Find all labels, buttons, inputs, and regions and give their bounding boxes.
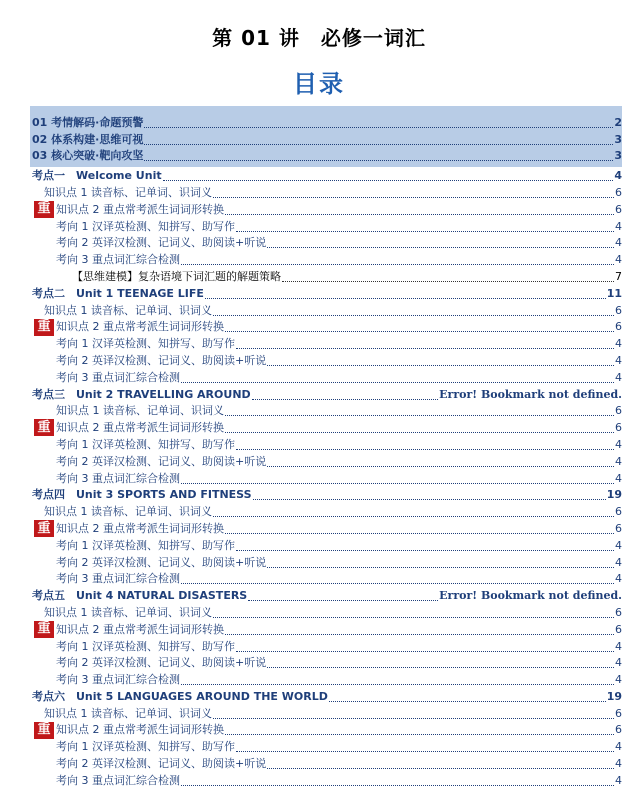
toc-entry-text: 考向 1 汉译英检测、知拼写、助写作 [56,337,235,351]
toc-page-number: 4 [615,370,622,384]
toc-page-number: 6 [615,605,622,619]
toc-entry-text: 考点六 Unit 5 LANGUAGES AROUND THE WORLD [32,689,328,703]
toc-key-knowledge-point[interactable] [30,520,622,537]
dot-leader [236,217,614,232]
toc-key-knowledge-point[interactable] [30,319,622,336]
dot-leader [267,553,614,568]
dot-leader [267,233,614,248]
dot-leader [236,435,614,450]
toc-entry-text: 考点五 Unit 4 NATURAL DISASTERS [32,589,248,603]
dot-leader [181,368,614,383]
dot-leader [144,113,613,128]
toc-header-entry[interactable] [30,131,622,148]
toc-knowledge-point[interactable] [30,403,622,420]
toc-direction[interactable] [30,638,622,655]
toc-entry-text: 知识点 2 重点常考派生词词形转换 [56,320,224,334]
dot-leader [213,603,614,618]
toc-entry-text: 考向 3 重点词汇综合检测 [56,673,180,687]
toc-page-number: 4 [615,740,622,754]
toc-direction[interactable] [30,436,622,453]
toc-page-number: 2 [614,115,622,129]
toc-entry-text: 考向 1 汉译英检测、知拼写、助写作 [56,219,235,233]
dot-leader [205,284,606,299]
toc-page-number: 6 [615,706,622,720]
dot-leader [225,418,614,433]
toc-page-number: 4 [615,337,622,351]
toc-page-number: 4 [615,471,622,485]
dot-leader [236,737,614,752]
toc-entry-text: 知识点 1 读音标、记单词、识词义 [44,303,212,317]
toc-page-number: 6 [615,404,622,418]
toc-entry-text: 考点一 Welcome Unit [32,169,162,183]
toc-entry-text: 【思维建模】复杂语境下词汇题的解题策略 [72,269,281,283]
toc-entry-text: 知识点 1 读音标、记单词、识词义 [56,404,224,418]
toc-direction[interactable] [30,671,622,688]
dot-leader [236,536,614,551]
toc-page-number: 6 [615,421,622,435]
key-point-badge: 重 [34,201,54,218]
toc-page-number: 7 [615,269,622,283]
dot-leader [225,620,614,635]
dot-leader [144,146,613,161]
toc-direction[interactable] [30,554,622,571]
toc-entry-text: 考点二 Unit 1 TEENAGE LIFE [32,286,204,300]
toc-section-heading[interactable] [30,587,622,604]
dot-leader [181,569,614,584]
toc-page-number: 6 [615,521,622,535]
toc-page-number: 4 [615,656,622,670]
toc-page-number: 6 [615,202,622,216]
toc-direction[interactable] [30,352,622,369]
dot-leader [213,183,614,198]
dot-leader [267,754,614,769]
toc-page-number: 19 [606,488,622,502]
key-point-badge: 重 [34,419,54,436]
table-of-contents [30,106,622,789]
toc-entry-text: 知识点 2 重点常考派生词词形转换 [56,202,224,216]
toc-entry-text: 03 核心突破·靶向攻坚 [32,149,144,163]
key-point-badge: 重 [34,722,54,739]
dot-leader [181,250,614,265]
dot-leader [225,200,614,215]
toc-direction[interactable] [30,453,622,470]
toc-page-number: 4 [615,572,622,586]
toc-entry-text: 知识点 1 读音标、记单词、识词义 [44,706,212,720]
toc-section-heading[interactable] [30,487,622,504]
toc-page-number: 6 [615,185,622,199]
toc-knowledge-point[interactable] [30,604,622,621]
toc-page-number: 4 [615,454,622,468]
key-point-badge: 重 [34,621,54,638]
toc-entry-text: 考向 2 英译汉检测、记词义、助阅读+听说 [56,656,267,670]
dot-leader [181,670,614,685]
toc-key-knowledge-point[interactable] [30,201,622,218]
toc-knowledge-point[interactable] [30,302,622,319]
toc-entry-text: 考向 2 英译汉检测、记词义、助阅读+听说 [56,454,267,468]
toc-entry-text: 01 考情解码·命题预警 [32,115,144,129]
toc-entry-text: 02 体系构建·思维可视 [32,132,144,146]
dot-leader [282,267,614,282]
toc-entry-text: 知识点 2 重点常考派生词词形转换 [56,421,224,435]
key-point-badge: 重 [34,319,54,336]
dot-leader [329,687,606,702]
toc-entry-text: 考向 3 重点词汇综合检测 [56,253,180,267]
toc-page-number: 6 [615,622,622,636]
toc-header-entry[interactable] [30,148,622,165]
dot-leader [252,385,439,400]
toc-section-heading[interactable] [30,167,622,184]
toc-section-heading[interactable] [30,285,622,302]
dot-leader [267,351,614,366]
toc-section-heading[interactable] [30,688,622,705]
toc-page-number: 4 [615,253,622,267]
toc-direction[interactable] [30,755,622,772]
toc-header-block [30,106,622,167]
toc-page-number: 6 [615,320,622,334]
toc-header-entry[interactable] [30,114,622,131]
dot-leader [181,469,614,484]
toc-page-number: 3 [614,132,622,146]
dot-leader [225,519,614,534]
toc-page-number: 4 [615,538,622,552]
dot-leader [236,334,614,349]
toc-entry-text: 知识点 2 重点常考派生词词形转换 [56,622,224,636]
toc-page-number: 6 [615,505,622,519]
dot-leader [213,502,614,517]
toc-entry-text: 考向 1 汉译英检测、知拼写、助写作 [56,639,235,653]
toc-entry-text: 考向 3 重点词汇综合检测 [56,572,180,586]
toc-page-number: 4 [615,773,622,787]
toc-direction[interactable] [30,218,622,235]
dot-leader [163,166,614,181]
toc-key-knowledge-point[interactable] [30,722,622,739]
toc-direction[interactable] [30,655,622,672]
toc-entry-text: 知识点 1 读音标、记单词、识词义 [44,185,212,199]
toc-key-knowledge-point[interactable] [30,419,622,436]
toc-direction[interactable] [30,470,622,487]
toc-page-number: 4 [615,555,622,569]
toc-entry-text: 考点三 Unit 2 TRAVELLING AROUND [32,387,251,401]
dot-leader [236,637,614,652]
toc-entry-text: 考向 1 汉译英检测、知拼写、助写作 [56,437,235,451]
toc-entry-text: 考向 2 英译汉检测、记词义、助阅读+听说 [56,353,267,367]
toc-page-number: Error! Bookmark not defined. [439,589,622,603]
toc-page-number: 3 [614,149,622,163]
toc-key-knowledge-point[interactable] [30,621,622,638]
toc-direction[interactable] [30,251,622,268]
dot-leader [213,301,614,316]
toc-page-number: 4 [615,219,622,233]
toc-direction[interactable] [30,537,622,554]
key-point-badge: 重 [34,520,54,537]
dot-leader [225,720,614,735]
toc-page-number: 4 [615,353,622,367]
dot-leader [253,485,606,500]
toc-knowledge-point[interactable] [30,184,622,201]
toc-page-number: 6 [615,723,622,737]
dot-leader [225,317,614,332]
toc-section-heading[interactable] [30,386,622,403]
toc-entry-text: 考点四 Unit 3 SPORTS AND FITNESS [32,488,252,502]
toc-page-number: 11 [606,286,622,300]
toc-page-number: 19 [606,689,622,703]
dot-leader [225,401,614,416]
dot-leader [248,586,438,601]
toc-page-number: 4 [615,757,622,771]
toc-entry-text: 知识点 1 读音标、记单词、识词义 [44,605,212,619]
toc-page-number: 4 [615,639,622,653]
dot-leader [144,130,613,145]
toc-entry-text: 知识点 1 读音标、记单词、识词义 [44,505,212,519]
toc-direction[interactable] [30,369,622,386]
toc-knowledge-point[interactable] [30,503,622,520]
toc-thinking-model[interactable] [30,268,622,285]
dot-leader [267,452,614,467]
toc-direction[interactable] [30,571,622,588]
toc-entry-text: 考向 3 重点词汇综合检测 [56,471,180,485]
toc-entry-text: 考向 2 英译汉检测、记词义、助阅读+听说 [56,757,267,771]
toc-body [30,167,622,788]
toc-page-number: 6 [615,303,622,317]
toc-page-number: 4 [615,673,622,687]
toc-entry-text: 考向 2 英译汉检测、记词义、助阅读+听说 [56,555,267,569]
document-title: 第 01 讲 必修一词汇 [212,26,426,50]
toc-title: 目录 [293,70,345,98]
toc-page-number: 4 [615,236,622,250]
toc-direction[interactable] [30,235,622,252]
toc-entry-text: 考向 3 重点词汇综合检测 [56,370,180,384]
toc-entry-text: 考向 3 重点词汇综合检测 [56,773,180,787]
toc-entry-text: 考向 1 汉译英检测、知拼写、助写作 [56,740,235,754]
toc-page-number: 4 [614,169,622,183]
toc-entry-text: 考向 1 汉译英检测、知拼写、助写作 [56,538,235,552]
toc-entry-text: 知识点 2 重点常考派生词词形转换 [56,723,224,737]
toc-direction[interactable] [30,335,622,352]
toc-entry-text: 知识点 2 重点常考派生词词形转换 [56,521,224,535]
toc-direction[interactable] [30,738,622,755]
toc-direction[interactable] [30,772,622,789]
dot-leader [213,704,614,719]
toc-entry-text: 考向 2 英译汉检测、记词义、助阅读+听说 [56,236,267,250]
dot-leader [181,771,614,786]
toc-page-number: 4 [615,437,622,451]
toc-knowledge-point[interactable] [30,705,622,722]
dot-leader [267,653,614,668]
toc-page-number: Error! Bookmark not defined. [439,387,622,401]
